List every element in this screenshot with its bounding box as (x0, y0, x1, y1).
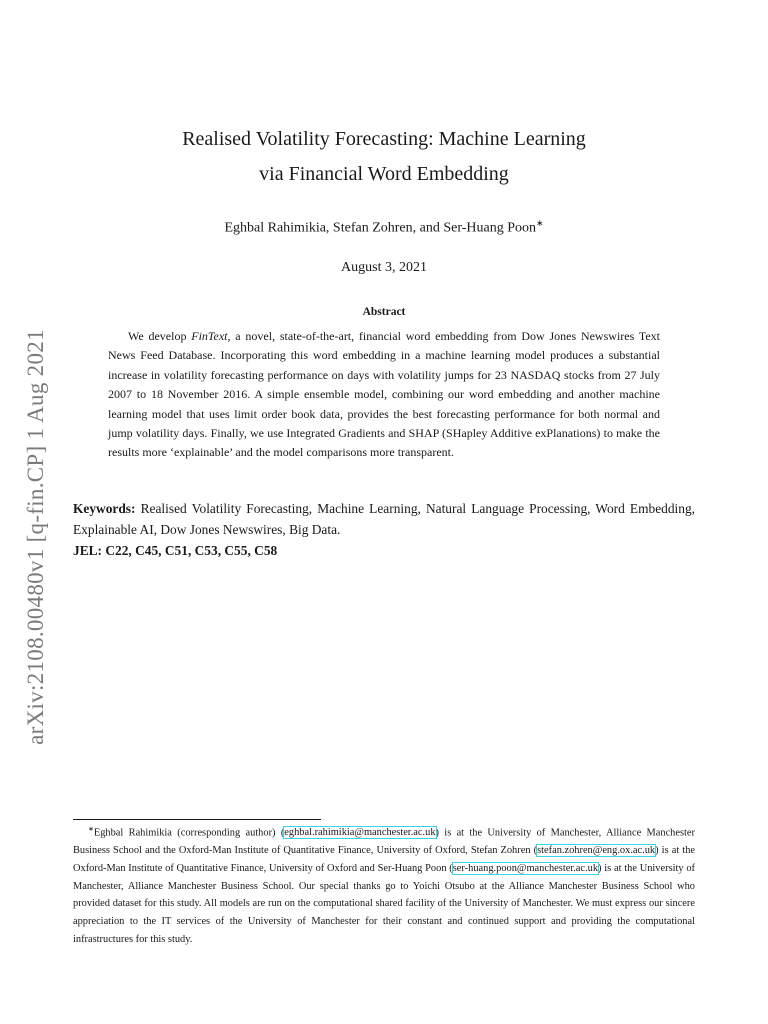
email-link-rahimikia[interactable]: eghbal.rahimikia@manchester.ac.uk (284, 827, 436, 839)
abstract-text-part-2: , a novel, state-of-the-art, financial word embedding from Dow Jones Newswires Text News Feed Database. Incorporating this word embedding in a machine learning model produces a substantial increase in volatility forecasting performance on days with volatility jumps for 23 NASDAQ stocks from 27 July 2007 to 18 November 2016. A simple ensemble model, combining our word embedding and another machine learning model that uses limit order book data, provides the best forecasting performance for both normal and jump volatility days. Finally, we use Integrated Gradients and SHAP (SHapley Additive exPlanations) to make the results more ‘explainable’ and the model comparisons more transparent. (108, 329, 660, 460)
email-link-poon[interactable]: ser-huang.poon@manchester.ac.uk (452, 862, 599, 874)
abstract-text-part-1: We develop (128, 329, 192, 343)
author-names: Eghbal Rahimikia, Stefan Zohren, and Ser-Huang Poon (224, 220, 536, 236)
author-footnote-mark: ∗ (536, 218, 544, 228)
keywords-label: Keywords: (73, 501, 136, 516)
fintext-name: FinText (191, 329, 228, 343)
footnote-divider (73, 819, 321, 820)
footnote-text-2: ) is at the University of Manchester, Alliance Manchester Business School and the Oxford-Man Institute of Quantitative Finance, University of Oxford, Stefan Zohren ( (73, 827, 695, 857)
email-link-zohren[interactable]: stefan.zohren@eng.ox.ac.uk (537, 845, 656, 857)
jel-codes: JEL: C22, C45, C51, C53, C55, C58 (73, 543, 278, 558)
keywords-section (73, 498, 695, 540)
abstract-body (108, 327, 660, 463)
abstract-heading: Abstract (362, 306, 406, 318)
paper-title (0, 122, 768, 192)
footnote-text-1: Eghbal Rahimikia (corresponding author) ( (93, 827, 285, 839)
title-line-1: Realised Volatility Forecasting: Machine Learning (182, 128, 586, 150)
arxiv-sidebar (20, 315, 52, 760)
title-line-2: via Financial Word Embedding (259, 163, 509, 185)
footnote-mark: ∗ (88, 825, 94, 833)
author-footnote (73, 821, 695, 948)
footnote-text-3: ) is at the Oxford-Man Institute of Quantitative Finance, University of Oxford and Ser-Huang Poon ( (73, 845, 695, 874)
publication-date: August 3, 2021 (341, 260, 427, 275)
arxiv-identifier: arXiv:2108.00480v1 [q-fin.CP] 1 Aug 2021 (23, 329, 48, 745)
author-list (0, 213, 768, 239)
footnote-text-4: ) is at the University of Manchester, Alliance Manchester Business School. Our special thanks go to Yoichi Otsubo at the Alliance Manchester Business School who provided dataset for this study. All models are run on the computational shared facility of the University of Manchester. We must express our sincere appreciation to the IT services of the University of Manchester for their constant and continued support and providing the computational infrastructures for this study. (73, 862, 696, 945)
keywords-text: Realised Volatility Forecasting, Machine Learning, Natural Language Processing, Word Embedding, Explainable AI, Dow Jones Newswires, Big Data. (73, 501, 695, 537)
